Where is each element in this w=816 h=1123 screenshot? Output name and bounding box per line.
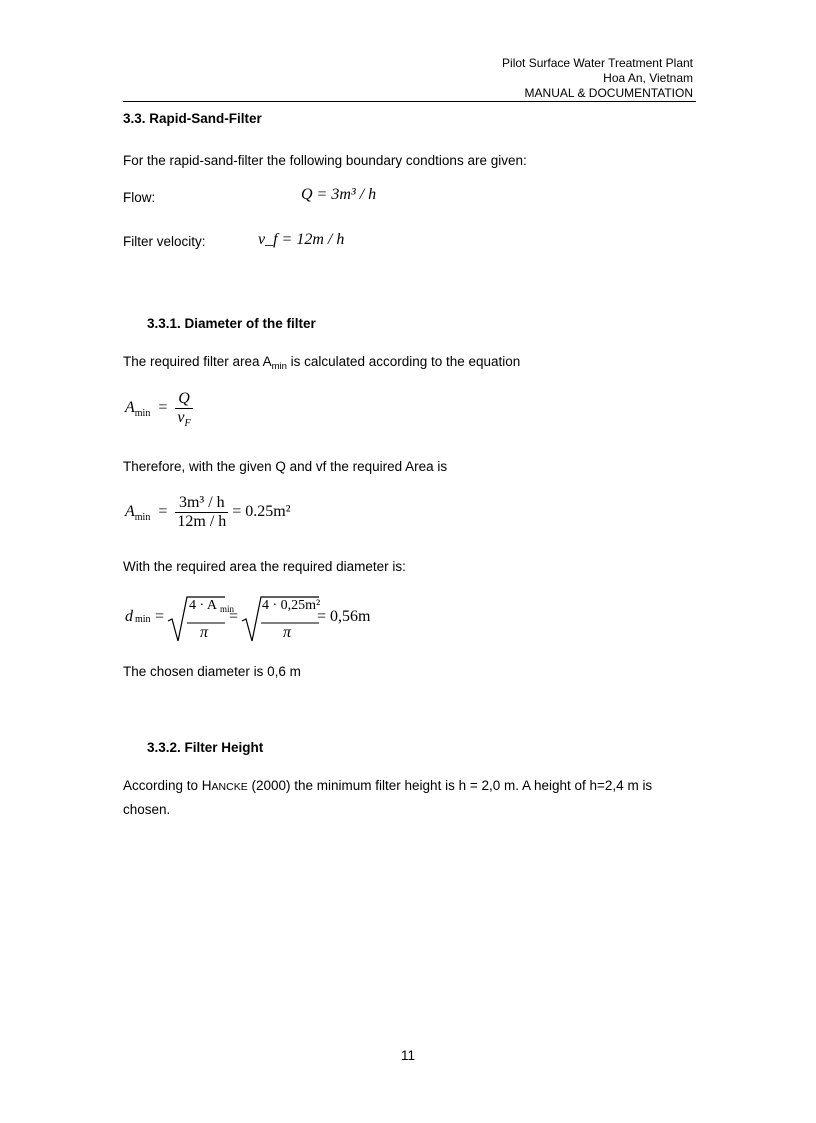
velocity-equation-text: v_f = 12m / h xyxy=(258,231,345,248)
amin-fraction xyxy=(175,390,192,427)
diameter-lhs: d xyxy=(125,608,133,625)
therefore-text: Therefore, with the given Q and vf the required Area is xyxy=(123,459,448,474)
velocity-label: Filter velocity: xyxy=(123,234,206,249)
diameter-den1: π xyxy=(200,624,209,641)
amin-denominator-sub: F xyxy=(184,418,191,429)
amin-denominator: v xyxy=(177,409,185,426)
area-denominator: 12m / h xyxy=(177,513,227,530)
required-area-text-post: is calculated according to the equation xyxy=(286,354,521,369)
required-area-text xyxy=(123,354,521,372)
page-number: 11 xyxy=(400,1048,415,1063)
header-location: Hoa An, Vietnam xyxy=(603,71,693,85)
area-fraction xyxy=(175,494,228,531)
velocity-equation xyxy=(258,231,344,249)
chosen-diameter-text: The chosen diameter is 0,6 m xyxy=(123,664,301,679)
section-title: 3.3. Rapid-Sand-Filter xyxy=(123,111,262,126)
required-area-text-pre: The required filter area A xyxy=(123,354,272,369)
amin-equation: $A_{min}$ = $\frac{Q}{v_F}$ xyxy=(125,390,191,429)
filter-height-text-rest: (2000) the minimum filter height is h = 2,0 m. A height of h=2,4 m is xyxy=(247,778,653,793)
with-area-text: With the required area the required diameter is: xyxy=(123,559,406,574)
author-initial: H xyxy=(201,778,212,793)
required-area-text-sub: min xyxy=(271,361,287,372)
amin-numerator: Q xyxy=(178,390,190,407)
section-intro: For the rapid-sand-filter the following boundary condtions are given: xyxy=(123,153,527,168)
area-numerator: 3m³ / h xyxy=(178,494,225,511)
filter-height-text-line2: chosen. xyxy=(123,802,171,817)
flow-equation xyxy=(301,186,376,204)
area-equation: $A_{min}$ = $\frac{\text{3m³ / h}}{12m / h}$ = 0.25m² xyxy=(125,494,291,530)
area-lhs: A xyxy=(125,503,135,521)
filter-height-text-pre: According to xyxy=(123,778,202,793)
amin-lhs-sub: min xyxy=(134,408,151,420)
amin-lhs: A xyxy=(125,399,135,417)
diameter-num1-sub: min xyxy=(220,604,235,614)
header-title: Pilot Surface Water Treatment Plant xyxy=(502,56,693,70)
subsection-title-height: 3.3.2. Filter Height xyxy=(147,740,264,755)
area-result: = 0.25m² xyxy=(232,503,291,521)
diameter-den2: π xyxy=(283,624,292,641)
flow-equation-text: Q = 3m³ / h xyxy=(301,186,377,203)
diameter-equation: d min = 4 · A min π = 4 · 0,25m² π = 0,56m xyxy=(125,595,385,645)
area-lhs-sub: min xyxy=(134,512,151,524)
diameter-result: = 0,56m xyxy=(317,608,371,625)
diameter-num2: 4 · 0,25m² xyxy=(262,598,321,613)
header-rule xyxy=(123,101,696,102)
header-subtitle: MANUAL & DOCUMENTATION xyxy=(524,86,693,100)
diameter-num1: 4 · A xyxy=(189,598,217,613)
filter-height-text-line1 xyxy=(123,778,652,793)
flow-label: Flow: xyxy=(123,190,156,205)
diameter-lhs-sub: min xyxy=(135,614,151,625)
subsection-title-diameter: 3.3.1. Diameter of the filter xyxy=(147,316,316,331)
author-rest-smallcaps: ANCKE xyxy=(211,781,248,793)
